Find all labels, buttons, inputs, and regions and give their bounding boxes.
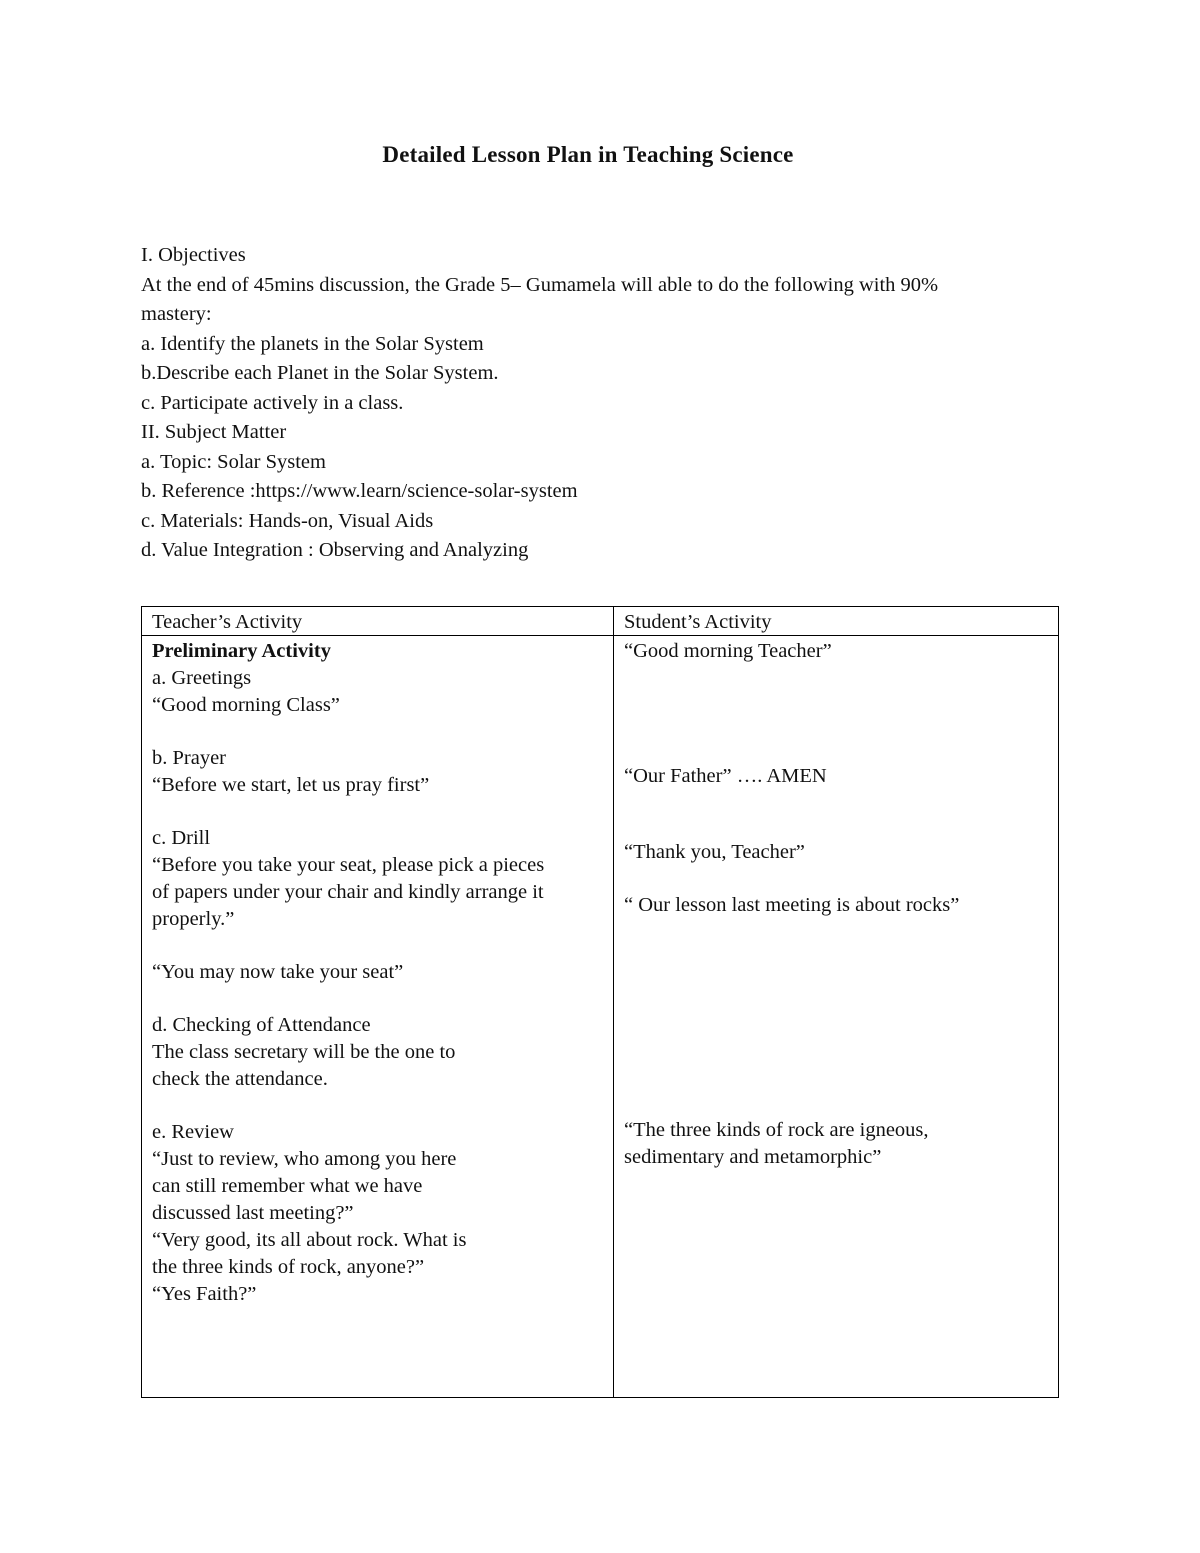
teacher-activity-cell xyxy=(142,636,614,1398)
document-title: Detailed Lesson Plan in Teaching Science xyxy=(382,142,794,167)
teacher-line: “Good morning Class” xyxy=(152,694,340,716)
teacher-line: “You may now take your seat” xyxy=(152,961,404,983)
objectives-intro-line: mastery: xyxy=(141,303,212,325)
student-line: “The three kinds of rock are igneous, xyxy=(624,1119,929,1141)
student-line: “Thank you, Teacher” xyxy=(624,841,805,863)
teacher-activity-header: Teacher’s Activity xyxy=(142,607,614,636)
student-activity-cell xyxy=(614,636,1059,1398)
drill-label: c. Drill xyxy=(152,827,211,849)
subject-matter-heading: II. Subject Matter xyxy=(141,421,287,443)
subject-matter-item: b. Reference :https://www.learn/science-solar-system xyxy=(141,480,578,502)
objectives-and-subject-matter xyxy=(141,241,1081,566)
teacher-line: discussed last meeting?” xyxy=(152,1202,354,1224)
teacher-line: “Before you take your seat, please pick a pieces xyxy=(152,854,545,876)
teacher-line: the three kinds of rock, anyone?” xyxy=(152,1256,425,1278)
teacher-line: “Yes Faith?” xyxy=(152,1283,257,1305)
table-row xyxy=(142,636,1059,1398)
student-activity-header: Student’s Activity xyxy=(614,607,1059,636)
objective-item: c. Participate actively in a class. xyxy=(141,391,404,414)
teacher-line: can still remember what we have xyxy=(152,1175,423,1197)
teacher-line: properly.” xyxy=(152,908,235,930)
prayer-label: b. Prayer xyxy=(152,747,227,769)
subject-matter-item: a. Topic: Solar System xyxy=(141,450,326,473)
student-line: sedimentary and metamorphic” xyxy=(624,1146,882,1168)
attendance-label: d. Checking of Attendance xyxy=(152,1014,371,1036)
subject-matter-item: d. Value Integration : Observing and Analyzing xyxy=(141,539,529,561)
teacher-line: of papers under your chair and kindly arrange it xyxy=(152,881,544,903)
teacher-line: check the attendance. xyxy=(152,1068,328,1090)
objective-item: b.Describe each Planet in the Solar System. xyxy=(141,362,499,384)
objectives-heading: I. Objectives xyxy=(141,244,246,266)
teacher-line: “Just to review, who among you here xyxy=(152,1148,457,1170)
activity-table xyxy=(141,606,1059,1398)
table-header-row xyxy=(142,607,1059,636)
greetings-label: a. Greetings xyxy=(152,667,252,689)
objective-item: a. Identify the planets in the Solar System xyxy=(141,332,484,355)
student-line: “Our Father” …. AMEN xyxy=(624,765,827,787)
teacher-line: “Before we start, let us pray first” xyxy=(152,774,430,796)
preliminary-activity-heading: Preliminary Activity xyxy=(152,640,331,662)
teacher-line: The class secretary will be the one to xyxy=(152,1041,456,1063)
teacher-line: “Very good, its all about rock. What is xyxy=(152,1229,467,1251)
objectives-intro-line: At the end of 45mins discussion, the Grade 5– Gumamela will able to do the following with 90% xyxy=(141,273,939,296)
subject-matter-item: c. Materials: Hands-on, Visual Aids xyxy=(141,509,434,532)
review-label: e. Review xyxy=(152,1121,234,1143)
student-line: “ Our lesson last meeting is about rocks” xyxy=(624,894,960,916)
student-line: “Good morning Teacher” xyxy=(624,640,832,662)
